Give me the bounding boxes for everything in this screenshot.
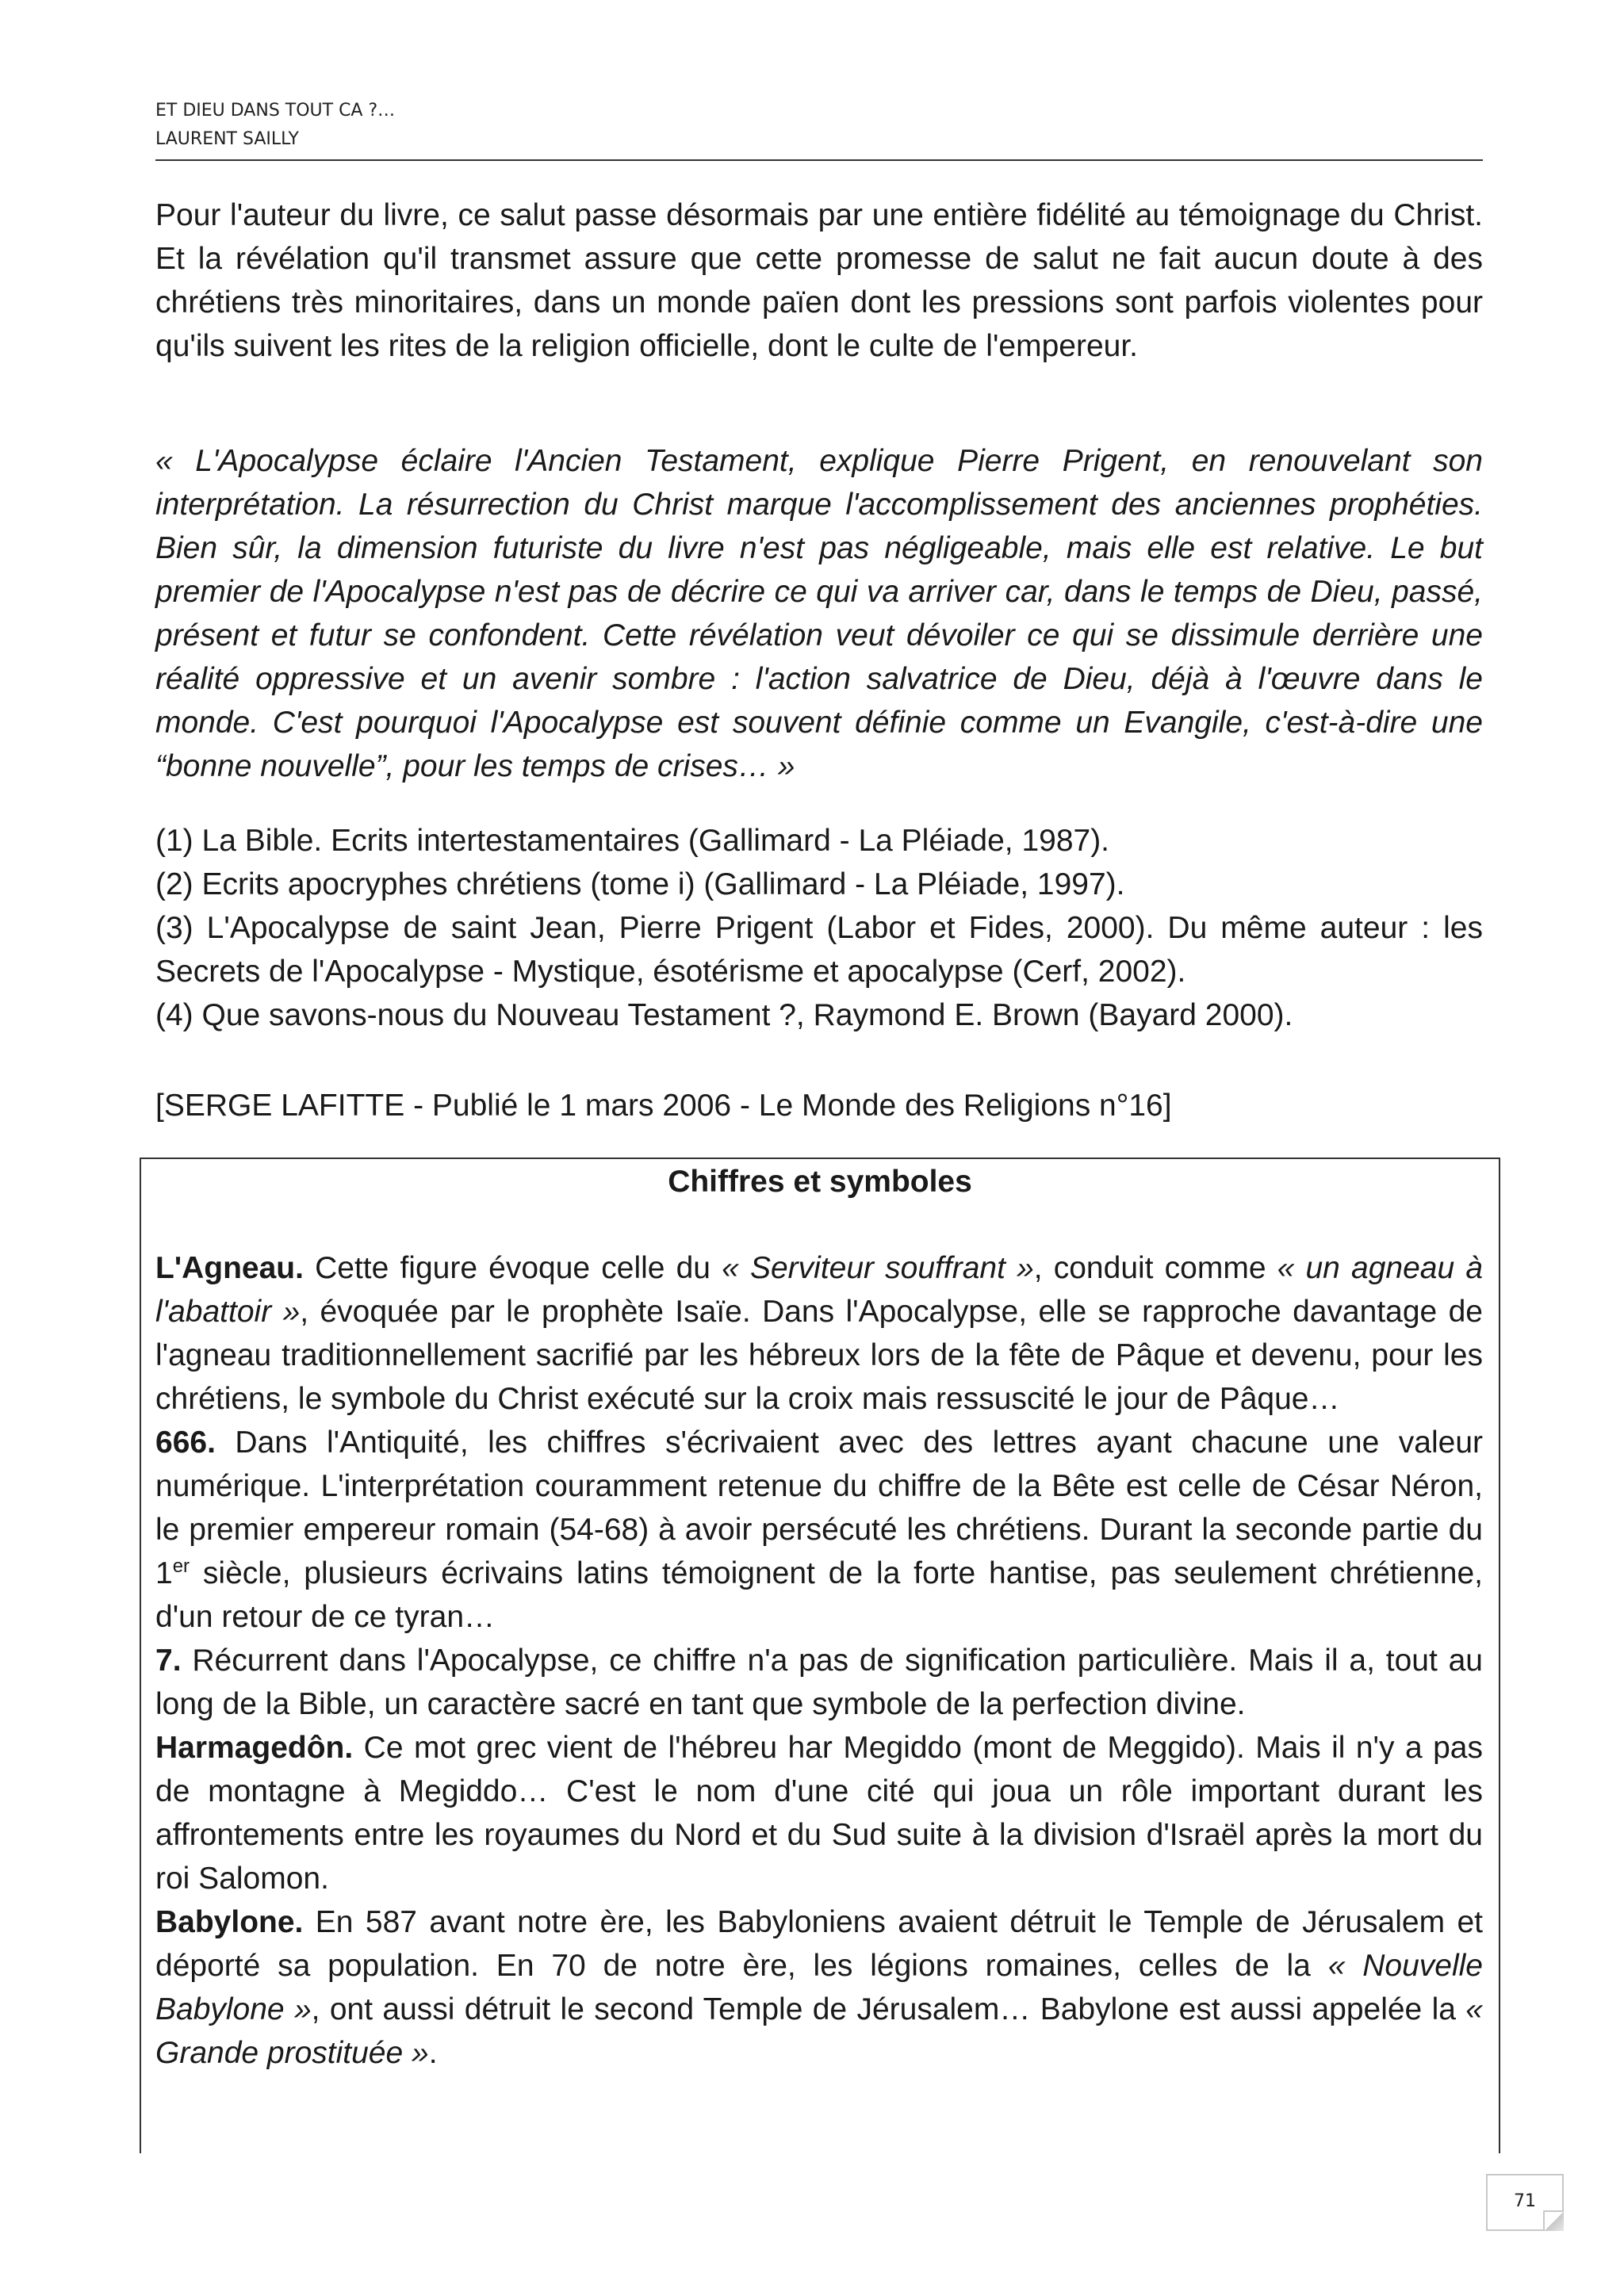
entry-text: , évoquée par le prophète Isaïe. Dans l'Apocalypse, elle se rapproche davantage de l'agneau traditionnellement sacrifié par les hébreux lors de la fête de Pâque et devenu, pour les chrétiens, le symbole du Christ exécuté sur la croix mais ressuscité le jour de Pâque… (155, 1295, 1484, 1416)
entry-quote: « Grande prostituée » (155, 1992, 1483, 2070)
superscript: er (172, 1556, 190, 1577)
entry-term: 7. (155, 1644, 182, 1678)
entry-quote: « un agneau à l'abattoir » (155, 1251, 1483, 1329)
header-rule (155, 159, 1483, 161)
entry-text: Ce mot grec vient de l'hébreu har Megiddo (mont de Meggido). Mais il n'y a pas de montagne à Megiddo… C'est le nom d'une cité qui joua un rôle important durant les affrontements entre les royaumes du Nord et du Sud suite à la division d'Israël après la mort du roi Salomon. (155, 1731, 1483, 1896)
paragraph: Pour l'auteur du livre, ce salut passe désormais par une entière fidélité au témoignage du Christ. Et la révélation qu'il transmet assure que cette promesse de salut ne fait aucun doute à des chrétiens très minoritaires, dans un monde païen dont les pressions sont parfois violentes pour qu'ils suivent les rites de la religion officielle, dont le culte de l'empereur. (155, 198, 1483, 363)
header-book-title: ET DIEU DANS TOUT CA ?… (155, 101, 396, 121)
page-curl-icon (1543, 2210, 1564, 2231)
quote-paragraph: « L'Apocalypse éclaire l'Ancien Testament, explique Pierre Prigent, en renouvelant son interprétation. La résurrection du Christ marque l'accomplissement des anciennes prophéties. Bien sûr, la dimension futuriste du livre n'est pas négligeable, mais elle est relative. Le but premier de l'Apocalypse n'est pas de décrire ce qui va arriver car, dans le temps de Dieu, passé, présent et futur se confondent. Cette révélation veut dévoiler ce qui se dissimule derrière une réalité oppressive et un avenir sombre : l'action salvatrice de Dieu, déjà à l'œuvre dans le monde. C'est pourquoi l'Apocalypse est souvent définie comme un Evangile, c'est-à-dire une “bonne nouvelle”, pour les temps de crises… » (155, 444, 1483, 783)
entry-text: siècle, plusieurs écrivains latins témoignent de la forte hantise, pas seulement chrétienne, d'un retour de ce tyran… (155, 1556, 1483, 1634)
entry-quote: « Serviteur souffrant » (722, 1251, 1034, 1285)
entry-quote: « Nouvelle Babylone » (155, 1949, 1484, 2026)
entry-term: L'Agneau. (155, 1251, 304, 1285)
header-author: LAURENT SAILLY (155, 129, 299, 149)
references-list (155, 819, 1483, 1037)
page-number: 71 (1514, 2191, 1536, 2211)
entry-text: . (428, 2036, 438, 2070)
reference-item: (1) La Bible. Ecrits intertestamentaires (Gallimard - La Pléiade, 1987). (155, 824, 1110, 858)
entry-term: Babylone. (155, 1905, 304, 1939)
box-title: Chiffres et symboles (668, 1165, 972, 1199)
entry-babylone (155, 1900, 1483, 2075)
reference-item: (3) L'Apocalypse de saint Jean, Pierre Prigent (Labor et Fides, 2000). Du même auteur : les Secrets de l'Apocalypse - Mystique, ésotérisme et apocalypse (Cerf, 2002). (155, 911, 1483, 989)
entry-term: Harmagedôn. (155, 1731, 354, 1765)
page-number-badge (1486, 2174, 1564, 2231)
entry-harmagedon (155, 1726, 1483, 1900)
running-header (155, 97, 1483, 154)
entry-text: , conduit comme (1033, 1251, 1277, 1285)
entry-text: Cette figure évoque celle du (303, 1251, 722, 1285)
entry-agneau (155, 1246, 1483, 1421)
entry-text: Dans l'Antiquité, les chiffres s'écrivaient avec des lettres ayant chacune une valeur numérique. L'interprétation couramment retenue du chiffre de la Bête est celle de César Néron, le premier empereur romain (54-68) à avoir persécuté les chrétiens. Durant la seconde partie du 1 (155, 1425, 1483, 1590)
entry-term: 666. (155, 1425, 216, 1460)
box-content (155, 1246, 1483, 2075)
entry-text: , ont aussi détruit le second Temple de Jérusalem… Babylone est aussi appelée la (311, 1992, 1466, 2026)
entry-text: En 587 avant notre ère, les Babyloniens avaient détruit le Temple de Jérusalem et déporté sa population. En 70 de notre ère, les légions romaines, celles de la (155, 1905, 1483, 1983)
reference-item: (2) Ecrits apocryphes chrétiens (tome i) (Gallimard - La Pléiade, 1997). (155, 867, 1125, 901)
reference-item: (4) Que savons-nous du Nouveau Testament ?, Raymond E. Brown (Bayard 2000). (155, 998, 1293, 1032)
entry-text: Récurrent dans l'Apocalypse, ce chiffre n'a pas de signification particulière. Mais il a, tout au long de la Bible, un caractère sacré en tant que symbole de la perfection divine. (155, 1644, 1483, 1721)
source-citation: [SERGE LAFITTE - Publié le 1 mars 2006 - Le Monde des Religions n°16] (155, 1089, 1172, 1123)
entry-666 (155, 1421, 1483, 1639)
entry-7 (155, 1639, 1483, 1726)
